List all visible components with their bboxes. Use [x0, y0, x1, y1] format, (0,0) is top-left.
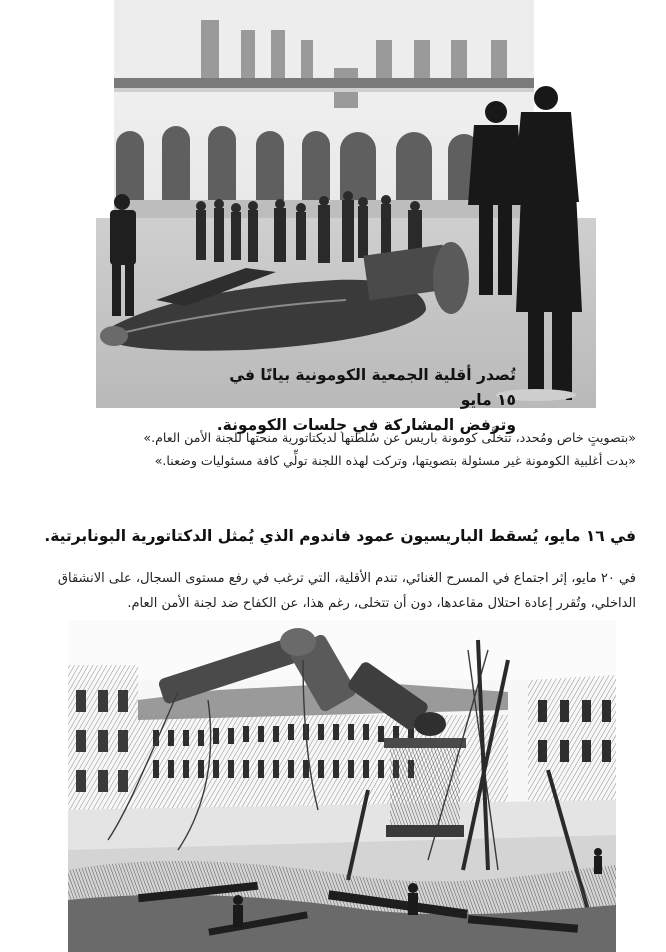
quote-2: «بدت أغلبية الكومونة غير مسئولة بتصويتها، وتركت لهذه اللجنة تولِّي كافة مسئوليات وضعنا.»	[154, 453, 636, 468]
caption-line-1: تُصدر أقلية الجمعية الكومونية بيانًا في ١٥ مايو	[229, 366, 516, 409]
photo-fallen-statue	[96, 0, 596, 408]
section-headline: في ١٦ مايو، يُسقط الباريسيون عمود فاندوم الذي يُمثل الدكتاتورية البونابرتية.	[44, 527, 636, 545]
quotes-block	[58, 426, 636, 472]
body-paragraph: في ٢٠ مايو، إثر اجتماع في المسرح الغنائي، تندم الأقلية، التي ترغب في رفع مستوى السجال، على الانشقاق الداخلي، وتُقرر إعادة احتلال مقاعدها، دون أن تتخلى، رغم هذا، عن الكفاح ضد لجنة الأمن العام.	[57, 571, 636, 611]
caption-line-2: وترفض المشاركة في جلسات الكومونة.	[216, 416, 516, 434]
engraving-vendome-column	[68, 620, 616, 952]
quote-1: «بتصويتٍ خاص ومُحدد، تتخلَّى كومونة باريس عن سُلطتها لديكتاتورية منحتها للجنة الأمن العام.»	[143, 430, 636, 445]
